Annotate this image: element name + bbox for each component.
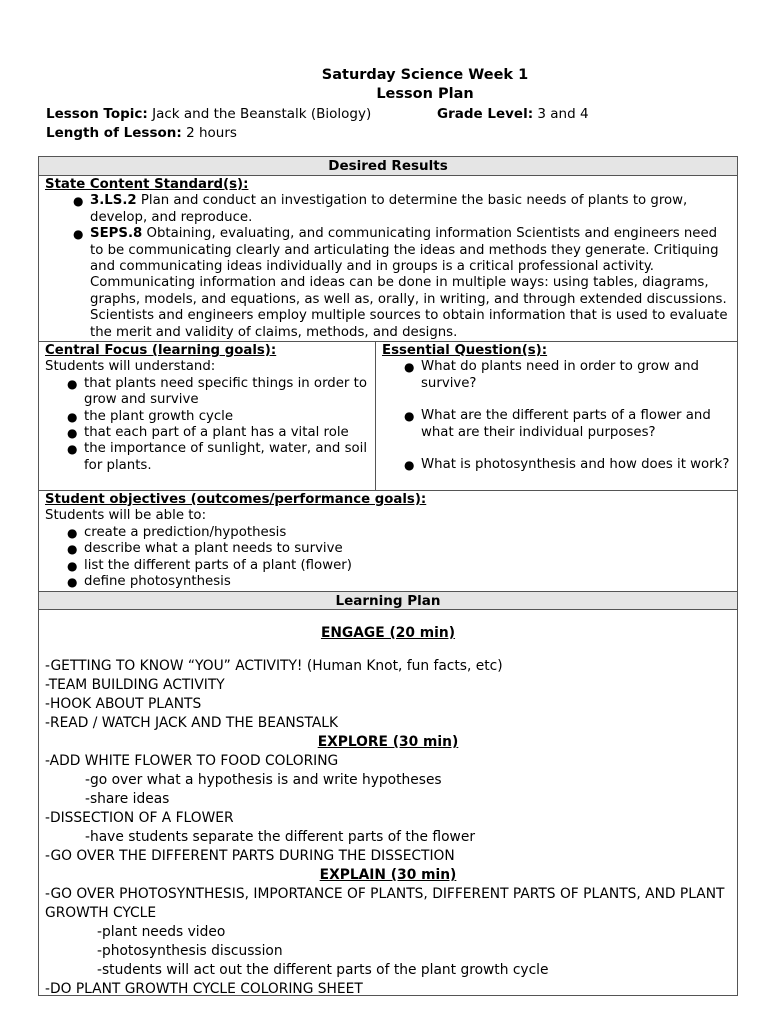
page-subtitle: Lesson Plan [376, 86, 474, 102]
objectives-section [39, 490, 737, 593]
objectives-list [39, 525, 731, 591]
standard-text: Obtaining, evaluating, and communicating information Scientists and engineers need to be communicating clearly and articulating the ideas and methods they generate. Critiquing and communicating ideas individually and in groups is a critical professional activity. Communicating information and ideas can be done in multiple ways: using tables, diagrams, graphs, models, and equations, as well as, orally, in writing, and through extended discussions. Scientists and engineers employ multiple sources to obtain information that is used to evaluate the merit and validity of claims, methods, and designs. [90, 226, 728, 340]
list-item: ● list the different parts of a plant (flower) [39, 558, 731, 574]
lesson-topic [46, 106, 371, 122]
list-item: -TEAM BUILDING ACTIVITY [45, 677, 225, 693]
grade-level-value: 3 and 4 [537, 106, 589, 122]
explore-title: EXPLORE (30 min) [317, 734, 459, 750]
lesson-length [46, 125, 237, 141]
list-item: ● What is photosynthesis and how does it work? [376, 457, 731, 473]
focus-row [39, 341, 737, 491]
list-item: -READ / WATCH JACK AND THE BEANSTALK [45, 715, 339, 731]
page-title: Saturday Science Week 1 [321, 67, 529, 83]
list-item: ● that each part of a plant has a vital role [39, 425, 369, 441]
standard-code: 3.LS.2 [90, 193, 137, 209]
list-item: -students will act out the different parts of the plant growth cycle [97, 962, 549, 978]
list-item: ● that plants need specific things in order to grow and survive [39, 376, 369, 409]
list-item: -share ideas [85, 791, 170, 807]
list-item: -DISSECTION OF A FLOWER [45, 810, 234, 826]
standard-code: SEPS.8 [90, 226, 143, 242]
list-item: ● create a prediction/hypothesis [39, 525, 731, 541]
lesson-table [38, 156, 738, 996]
essential-questions-list [376, 359, 731, 473]
list-item [45, 193, 731, 226]
desired-results-header: Desired Results [39, 157, 737, 175]
essential-questions-cell [376, 342, 737, 491]
list-item: -GETTING TO KNOW “YOU” ACTIVITY! (Human Knot, fun facts, etc) [45, 658, 503, 674]
list-item: -photosynthesis discussion [97, 943, 283, 959]
list-item: ● the plant growth cycle [39, 409, 369, 425]
standards-list [45, 193, 731, 341]
list-item: -go over what a hypothesis is and write hypotheses [85, 772, 442, 788]
learning-plan-header: Learning Plan [39, 591, 737, 610]
objectives-intro: Students will be able to: [45, 508, 207, 524]
essential-questions-title: Essential Question(s): [382, 343, 548, 358]
central-focus-title: Central Focus (learning goals): [45, 343, 277, 358]
list-item: -have students separate the different parts of the flower [85, 829, 475, 845]
list-item: -DO PLANT GROWTH CYCLE COLORING SHEET [45, 981, 363, 997]
list-item: -plant needs video [97, 924, 226, 940]
grade-level-label: Grade Level: [437, 106, 534, 122]
central-focus-cell [39, 342, 376, 491]
list-item: -GO OVER THE DIFFERENT PARTS DURING THE DISSECTION [45, 848, 455, 864]
lesson-length-label: Length of Lesson: [46, 125, 182, 141]
lesson-topic-value: Jack and the Beanstalk (Biology) [152, 106, 372, 122]
standards-title: State Content Standard(s): [45, 177, 249, 192]
list-item: -GO OVER PHOTOSYNTHESIS, IMPORTANCE OF PLANTS, DIFFERENT PARTS OF PLANTS, AND PLANT GROWTH CYCLE [45, 886, 725, 921]
engage-title: ENGAGE (20 min) [320, 625, 456, 641]
list-item: ● What are the different parts of a flower and what are their individual purposes? [376, 408, 731, 441]
explain-title: EXPLAIN (30 min) [319, 867, 457, 883]
list-item: ● describe what a plant needs to survive [39, 541, 731, 557]
list-item [45, 226, 731, 341]
standards-section [39, 175, 737, 343]
list-item: -ADD WHITE FLOWER TO FOOD COLORING [45, 753, 339, 769]
learning-plan-body [39, 609, 737, 995]
list-item: ● What do plants need in order to grow and survive? [376, 359, 731, 392]
standard-text: Plan and conduct an investigation to determine the basic needs of plants to grow, develop, and reproduce. [90, 193, 688, 225]
grade-level [437, 106, 589, 122]
objectives-title: Student objectives (outcomes/performance goals): [45, 492, 427, 507]
lesson-length-value: 2 hours [186, 125, 237, 141]
list-item: -HOOK ABOUT PLANTS [45, 696, 202, 712]
central-focus-intro: Students will understand: [45, 359, 216, 375]
list-item: ● define photosynthesis [39, 574, 731, 590]
central-focus-list [39, 376, 369, 474]
lesson-topic-label: Lesson Topic: [46, 106, 148, 122]
list-item: ● the importance of sunlight, water, and soil for plants. [39, 441, 369, 474]
